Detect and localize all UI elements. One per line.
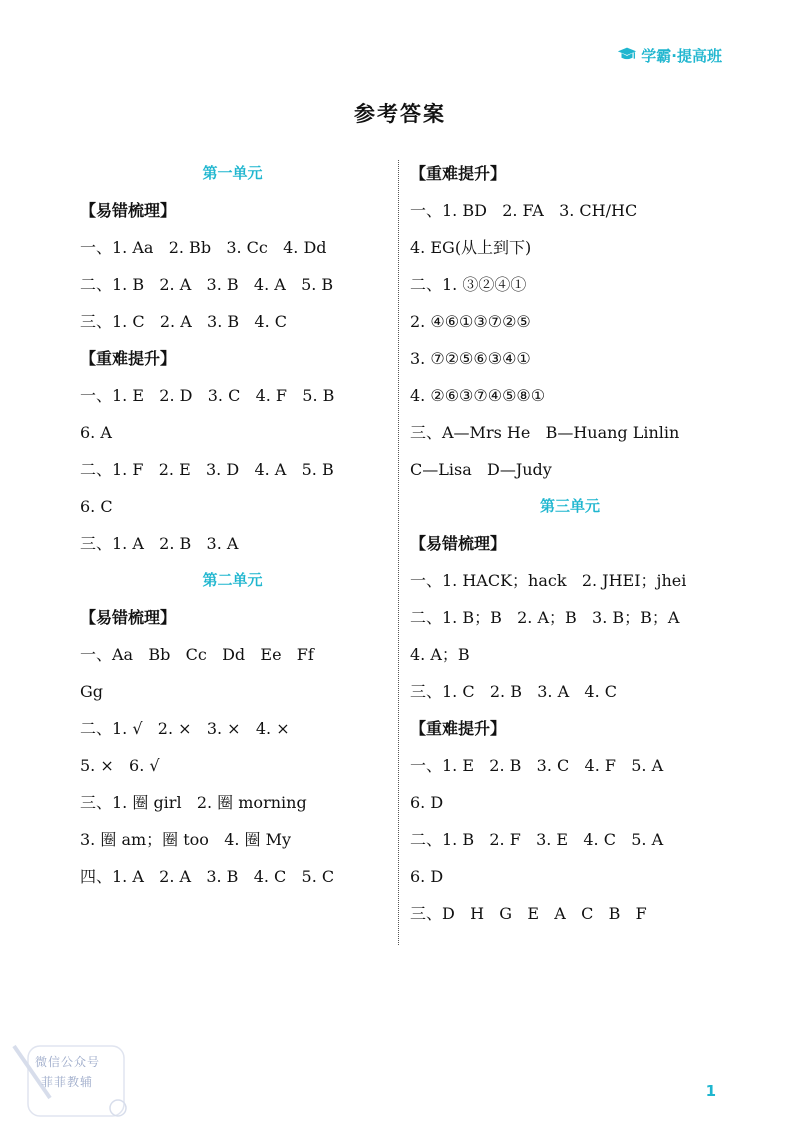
section-heading: 【重难提升】 (410, 719, 507, 738)
answer-line: 三、A—Mrs He B—Huang Linlin (410, 423, 680, 442)
answer-line: 6. A (80, 423, 112, 442)
answer-line: 一、1. E 2. B 3. C 4. F 5. A (410, 756, 664, 775)
answer-line: 6. D (410, 867, 444, 886)
answer-line: Gg (80, 682, 104, 701)
watermark-text (35, 1052, 100, 1092)
answer-line: 二、1. ③②④① (410, 275, 527, 294)
answer-line: 二、1. B 2. A 3. B 4. A 5. B (80, 275, 334, 294)
section-heading: 【易错梳理】 (410, 534, 507, 553)
answer-line: 4. ②⑥③⑦④⑤⑧① (410, 386, 546, 405)
unit-heading: 第二单元 (202, 571, 263, 589)
brand-logo (616, 44, 722, 66)
right-column (410, 155, 730, 932)
answer-line: C—Lisa D—Judy (410, 460, 552, 479)
answer-line: 6. D (410, 793, 444, 812)
column-divider (398, 160, 399, 945)
page-number: 1 (705, 1082, 716, 1100)
answer-line: 5. × 6. √ (80, 756, 160, 775)
answer-line: 三、1. 圈 girl 2. 圈 morning (80, 793, 307, 812)
watermark-line-2: 菲菲教辅 (41, 1075, 94, 1089)
answer-line: 一、1. BD 2. FA 3. CH/HC (410, 201, 638, 220)
graduation-cap-icon (616, 44, 638, 66)
answer-line: 三、1. A 2. B 3. A (80, 534, 239, 553)
section-heading: 【重难提升】 (80, 349, 177, 368)
answer-line: 二、1. B 2. F 3. E 4. C 5. A (410, 830, 664, 849)
answer-line: 2. ④⑥①③⑦②⑤ (410, 312, 531, 331)
section-heading: 【重难提升】 (410, 164, 507, 183)
answer-line: 三、1. C 2. A 3. B 4. C (80, 312, 287, 331)
section-heading: 【易错梳理】 (80, 201, 177, 220)
answer-line: 一、1. HACK；hack 2. JHEI；jhei (410, 571, 687, 590)
answer-line: 3. ⑦②⑤⑥③④① (410, 349, 531, 368)
section-heading: 【易错梳理】 (80, 608, 177, 627)
brand-text: 学霸·提高班 (641, 46, 722, 65)
answer-line: 四、1. A 2. A 3. B 4. C 5. C (80, 867, 335, 886)
answer-line: 二、1. F 2. E 3. D 4. A 5. B (80, 460, 334, 479)
answer-line: 一、1. Aa 2. Bb 3. Cc 4. Dd (80, 238, 327, 257)
unit-heading: 第三单元 (539, 497, 600, 515)
answer-line: 一、1. E 2. D 3. C 4. F 5. B (80, 386, 335, 405)
answer-line: 3. 圈 am；圈 too 4. 圈 My (80, 830, 292, 849)
answer-line: 二、1. √ 2. × 3. × 4. × (80, 719, 290, 738)
answer-line: 三、D H G E A C B F (410, 904, 647, 923)
answer-line: 二、1. B；B 2. A；B 3. B；B；A (410, 608, 680, 627)
unit-heading: 第一单元 (202, 164, 263, 182)
answer-line: 一、Aa Bb Cc Dd Ee Ff (80, 645, 314, 664)
watermark-line-1: 微信公众号 (35, 1055, 101, 1069)
answer-line: 4. EG(从上到下) (410, 238, 532, 257)
answer-line: 6. C (80, 497, 113, 516)
answer-line: 4. A；B (410, 645, 470, 664)
page-title: 参考答案 (354, 102, 446, 126)
left-column (80, 155, 385, 895)
answer-line: 三、1. C 2. B 3. A 4. C (410, 682, 617, 701)
